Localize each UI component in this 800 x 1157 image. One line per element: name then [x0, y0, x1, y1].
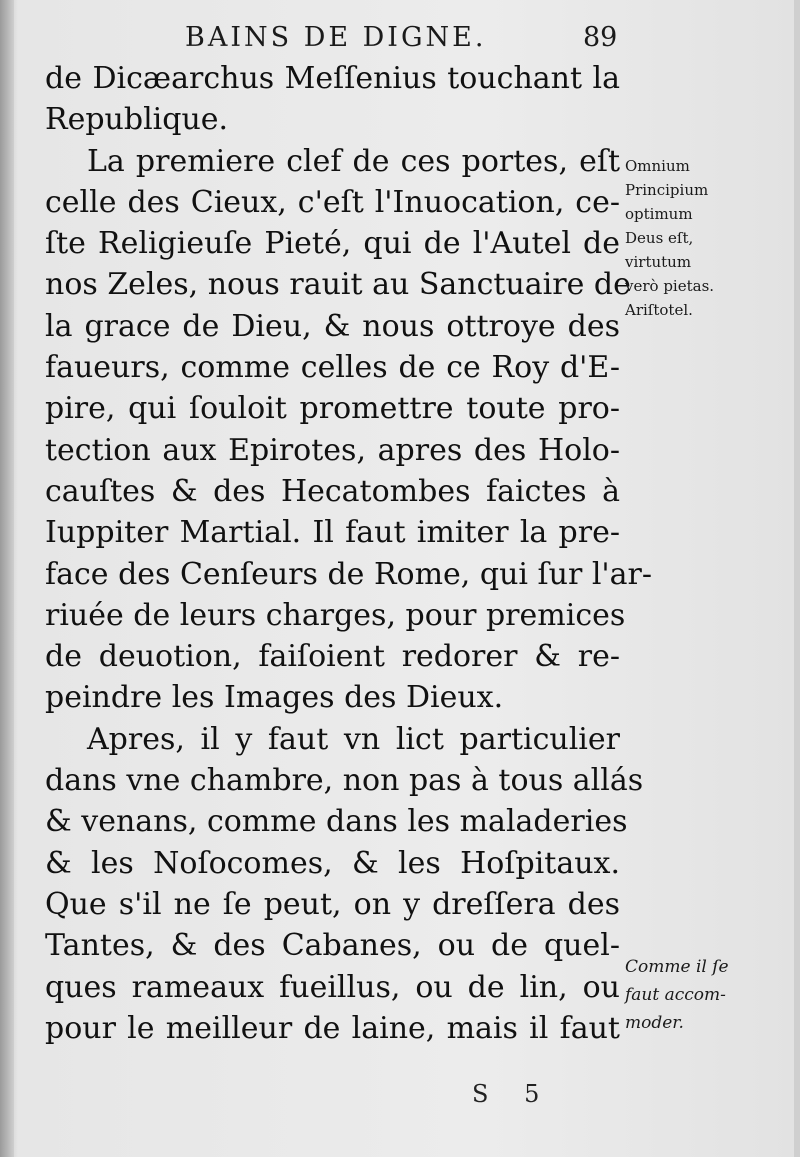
running-title: BAINS DE DIGNE. [185, 22, 487, 53]
margin-note-line: virtutum [625, 253, 692, 271]
text-line: Que s'il ne ſe peut, on y dreſſera des [45, 886, 620, 922]
text-line: Republique. [45, 102, 229, 138]
text-line: nos Zeles, nous rauit au Sanctuaire de [45, 267, 631, 303]
margin-note-line: Deus eſt, [625, 229, 694, 247]
text-line: & venans, comme dans les maladeries [45, 804, 628, 840]
margin-note-line: Omnium [625, 157, 690, 175]
page-number: 89 [583, 22, 618, 53]
margin-note-line: moder. [625, 1013, 684, 1033]
text-line: Apres, il y faut vn lict particulier [87, 721, 620, 757]
text-line: La premiere clef de ces portes, eſt [87, 143, 620, 179]
text-line: Iuppiter Martial. Il faut imiter la pre- [45, 515, 620, 551]
margin-note-line: Principium [625, 181, 709, 199]
margin-note-line: faut accom- [625, 985, 726, 1005]
signature-mark: S 5 [472, 1080, 554, 1108]
margin-note-latin [625, 154, 765, 322]
text-line: faueurs, comme celles de ce Roy d'E- [45, 350, 620, 386]
margin-note-line: verò pietas. [625, 277, 715, 295]
text-line: ques rameaux fueillus, ou de lin, ou [45, 969, 620, 1005]
page-header [0, 18, 800, 58]
margin-note-line: Comme il ſe [625, 957, 729, 977]
text-line: & les Noſocomes, & les Hoſpitaux. [45, 845, 620, 881]
text-line: Tantes, & des Cabanes, ou de quel- [45, 928, 620, 964]
text-line: tection aux Epirotes, apres des Holo- [45, 432, 620, 468]
text-line: riuée de leurs charges, pour premices [45, 597, 626, 633]
text-line: ſte Religieuſe Pieté, qui de l'Autel de [45, 226, 620, 262]
text-line: de deuotion, faiſoient redorer & re- [45, 639, 620, 675]
text-line: pire, qui ſouloit promettre toute pro- [45, 391, 620, 427]
text-line: peindre les Images des Dieux. [45, 680, 504, 716]
page-spine-shadow [0, 0, 14, 1157]
text-line: pour le meilleur de laine, mais il faut [45, 1010, 620, 1046]
margin-note-line: Ariſtotel. [625, 301, 693, 319]
text-line: celle des Cieux, c'eſt l'Inuocation, ce- [45, 184, 620, 220]
margin-note-line: optimum [625, 205, 693, 223]
text-line: de Dicæarchus Meſſenius touchant la [45, 61, 620, 96]
margin-note-french [625, 953, 765, 1037]
body-text [45, 58, 653, 1049]
text-line: face des Cenſeurs de Rome, qui ſur l'ar- [45, 556, 653, 592]
page-right-edge [794, 0, 800, 1157]
text-line: la grace de Dieu, & nous ottroye des [45, 308, 620, 344]
text-line: dans vne chambre, non pas à tous allás [45, 763, 644, 799]
text-line: cauſtes & des Hecatombes faictes à [45, 473, 620, 509]
